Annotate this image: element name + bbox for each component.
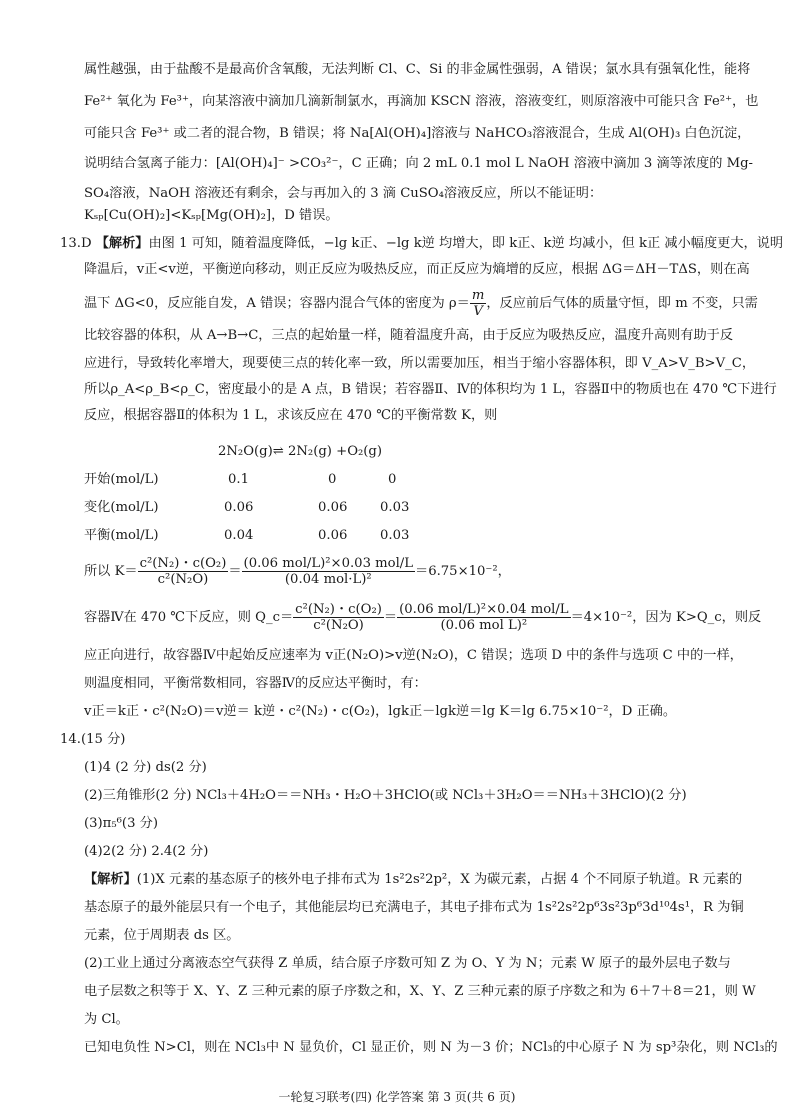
question-13 <box>60 236 783 252</box>
ice-cell: 0.03 <box>380 528 410 543</box>
reaction-equation: 2N₂O(g)⇌ 2N₂(g) +O₂(g) <box>218 444 383 459</box>
text-line: 应正向进行，故容器Ⅳ中起始反应速率为 v正(N₂O)>v逆(N₂O)，C 错误；选项 D 中的条件与选项 C 中的一样， <box>84 648 743 663</box>
text-line: 已知电负性 N>Cl，则在 NCl₃中 N 显负价，Cl 显正价，则 N 为－3 价；NCl₃的中心原子 N 为 sp³杂化，则 NCl₃的 <box>84 1040 778 1055</box>
density-fraction: $\frac{m}{V}$ <box>471 288 485 319</box>
answer-line: (1)4 (2 分) ds(2 分) <box>84 760 207 775</box>
ice-cell: 0 <box>388 472 397 487</box>
analysis-line: 【解析】(1)X 元素的基态原子的核外电子排布式为 1s²2s²2p²，X 为碳元素，占据 4 个不同原子轨道。R 元素的 <box>84 872 743 887</box>
text-line: 所以ρ_A<ρ_B<ρ_C，密度最小的是 A 点，B 错误；若容器Ⅱ、Ⅳ的体积均为 1 L，容器Ⅱ中的物质也在 470 ℃下进行 <box>84 382 777 397</box>
text-line: 基态原子的最外能层只有一个电子，其他能层均已充满电子，其电子排布式为 1s²2s²2p⁶3s²3p⁶3d¹⁰4s¹，R 为铜 <box>84 900 744 915</box>
equilibrium-constant-equation: 所以 K＝ $\frac{\text{c²(N₂)・c(O₂)}}{\text{c²(N₂O)}}$ ＝ $\frac{\text{(0.06 mol/L)²×0.03 mol/L}}{\text{(0.04 mol·L)²}}$ ＝6.75×10⁻²， <box>84 556 511 587</box>
text-line: (2)工业上通过分离液态空气获得 Z 单质，结合原子序数可知 Z 为 O、Y 为 N；元素 W 原子的最外层电子数与 <box>84 956 731 971</box>
text-line: 则温度相同，平衡常数相同，容器Ⅳ的反应达平衡时，有： <box>84 676 427 691</box>
text-line: 元素，位于周期表 ds 区。 <box>84 928 240 943</box>
page-footer: 一轮复习联考(四) 化学答案 第 3 页(共 6 页) <box>278 1090 516 1104</box>
reaction-quotient-equation: 容器Ⅳ在 470 ℃下反应，则 Q_c＝ $\frac{\text{c²(N₂)・c(O₂)}}{\text{c²(N₂O)}}$ ＝ $\frac{\text{(0.06 mol/L)²×0.04 mol/L}}{\text{(0.06 mol L)²}}$ ＝4×10⁻²，因为 K>Q_c，则反 <box>84 602 762 633</box>
analysis-tag: 【解析】 <box>84 872 137 887</box>
text-line: 降温后，v正<v逆，平衡逆向移动，则正反应为吸热反应，而正反应为熵增的反应，根据 ΔG＝ΔH－TΔS，则在高 <box>84 262 750 277</box>
text-line: 属性越强，由于盐酸不是最高价含氧酸，无法判断 Cl、C、Si 的非金属性强弱，A 错误；氯水具有强氧化性，能将 <box>84 62 751 77</box>
question-14: 14.(15 分) <box>60 732 126 747</box>
analysis-tag: 【解析】 <box>95 236 149 251</box>
ice-cell: 0.1 <box>228 472 249 487</box>
ice-row-label: 变化(mol/L) <box>84 500 159 515</box>
answer-line: (2)三角锥形(2 分) NCl₃＋4H₂O＝＝NH₃・H₂O＋3HClO(或 NCl₃＋3H₂O＝＝NH₃＋3HClO)(2 分) <box>84 788 687 803</box>
ice-row-label: 开始(mol/L) <box>84 472 159 487</box>
ice-cell: 0.06 <box>318 500 348 515</box>
text-line: 应进行，导致转化率增大，现要使三点的转化率一致，所以需要加压，相当于缩小容器体积，即 V_A>V_B>V_C， <box>84 356 756 371</box>
ice-cell: 0.03 <box>380 500 410 515</box>
q-value-fraction: $\frac{\text{(0.06 mol/L)²×0.04 mol/L}}{\text{(0.06 mol L)²}}$ <box>399 602 569 633</box>
ice-row-label: 平衡(mol/L) <box>84 528 159 543</box>
ice-cell: 0 <box>328 472 337 487</box>
text-line: v正＝k正・c²(N₂O)＝v逆＝ k逆・c²(N₂)・c(O₂)，lgk正－lgk逆＝lg K＝lg 6.75×10⁻²，D 正确。 <box>84 704 677 719</box>
q-fraction: $\frac{\text{c²(N₂)・c(O₂)}}{\text{c²(N₂O)}}$ <box>295 602 382 633</box>
k-value-fraction: $\frac{\text{(0.06 mol/L)²×0.03 mol/L}}{\text{(0.04 mol·L)²}}$ <box>243 556 414 587</box>
text-line: 反应，根据容器Ⅱ的体积为 1 L，求该反应在 470 ℃的平衡常数 K，则 <box>84 408 498 423</box>
text-line: 说明结合氢离子能力：[Al(OH)₄]⁻ >CO₃²⁻，C 正确；向 2 mL 0.1 mol L NaOH 溶液中滴加 3 滴等浓度的 Mg- <box>84 156 753 171</box>
text-line-with-fraction: 温下 ΔG<0，反应能自发，A 错误；容器内混合气体的密度为 ρ＝ $\frac{m}{V}$ ，反应前后气体的质量守恒，即 m 不变，只需 <box>84 288 758 319</box>
ice-cell: 0.04 <box>224 528 254 543</box>
text-line: 由图 1 可知，随着温度降低，−lg k正、−lg k逆 均增大，即 k正、k逆 均减小，但 k正 减小幅度更大，说明 <box>148 236 784 251</box>
k-fraction: $\frac{\text{c²(N₂)・c(O₂)}}{\text{c²(N₂O)}}$ <box>139 556 227 587</box>
text-line: Fe²⁺ 氧化为 Fe³⁺，向某溶液中滴加几滴新制氯水，再滴加 KSCN 溶液，溶液变红，则原溶液中可能只含 Fe²⁺，也 <box>84 94 759 109</box>
answer-line: (4)2(2 分) 2.4(2 分) <box>84 844 209 859</box>
text-line: SO₄溶液，NaOH 溶液还有剩余，会与再加入的 3 滴 CuSO₄溶液反应，所以不能证明： <box>84 186 603 201</box>
answer-line: (3)π₅⁶(3 分) <box>84 816 158 831</box>
ice-cell: 0.06 <box>224 500 254 515</box>
text-line: 比较容器的体积，从 A→B→C，三点的起始量一样，随着温度升高，由于反应为吸热反应，温度升高则有助于反 <box>84 328 734 343</box>
ice-cell: 0.06 <box>318 528 348 543</box>
text-line: 为 Cl。 <box>84 1012 129 1027</box>
text-line: Kₛₚ[Cu(OH)₂]<Kₛₚ[Mg(OH)₂]，D 错误。 <box>84 208 339 223</box>
text-line: 电子层数之积等于 X、Y、Z 三种元素的原子序数之和，X、Y、Z 三种元素的原子序数之和为 6＋7＋8＝21，则 W <box>84 984 756 999</box>
question-number: 13.D <box>60 236 92 251</box>
text-line: 可能只含 Fe³⁺ 或二者的混合物，B 错误；将 Na[Al(OH)₄]溶液与 NaHCO₃溶液混合，生成 Al(OH)₃ 白色沉淀， <box>84 126 751 141</box>
